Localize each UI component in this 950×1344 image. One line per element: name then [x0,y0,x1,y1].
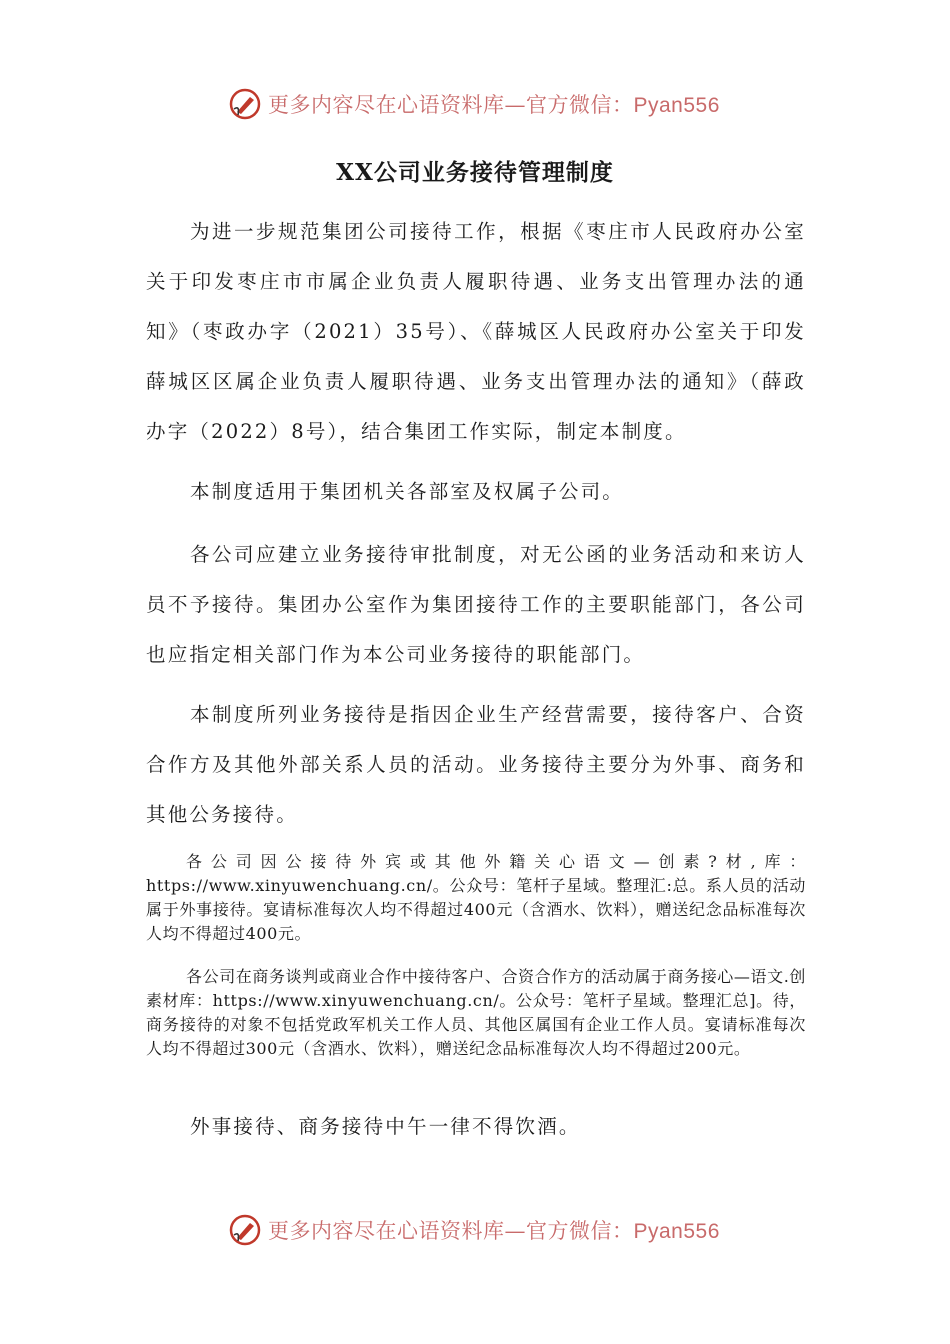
watermark-banner-bottom [228,1210,720,1250]
paragraph-foreign-affairs: 各公司因公接待外宾或其他外籍关心语文—创素?材,库：https://www.xinyuwenchuang.cn/。公众号：笔杆子星域。整理汇:总。系人员的活动属于外事接待。宴请标准每次人均不得超过400元（含酒水、饮料），赠送纪念品标准每次人均不得超过400元。 [146,852,806,943]
banner-text: 更多内容尽在心语资料库—官方微信：Pyan556 [268,1219,720,1243]
paragraph-approval: 各公司应建立业务接待审批制度，对无公函的业务活动和来访人员不予接待。集团办公室作为集团接待工作的主要职能部门，各公司也应指定相关部门作为本公司业务接待的职能部门。 [146,543,806,666]
paragraph-no-alcohol: 外事接待、商务接待中午一律不得饮酒。 [190,1115,581,1138]
banner-text: 更多内容尽在心语资料库—官方微信：Pyan556 [268,93,720,117]
page-title: XX公司业务接待管理制度 [336,159,614,186]
paragraph-basis: 为进一步规范集团公司接待工作，根据《枣庄市人民政府办公室关于印发枣庄市市属企业负责人履职待遇、业务支出管理办法的通知》（枣政办字（2021）35号）、《薛城区人民政府办公室关于印发薛城区区属企业负责人履职待遇、业务支出管理办法的通知》（薛政办字（2022）8号），结合集团工作实际，制定本制度。 [146,220,806,443]
paragraph-definition: 本制度所列业务接待是指因企业生产经营需要，接待客户、合资合作方及其他外部关系人员的活动。业务接待主要分为外事、商务和其他公务接待。 [146,703,806,826]
wechat-handle: Pyan556 [633,1220,720,1243]
paragraph-business: 各公司在商务谈判或商业合作中接待客户、合资合作方的活动属于商务接心—语文.创素材库：https://www.xinyuwenchuang.cn/。公众号：笔杆子星域。整理汇总]。待，商务接待的对象不包括党政军机关工作人员、其他区属国有企业工作人员。宴请标准每次人均不得超过300元（含酒水、饮料），赠送纪念品标准每次人均不得超过200元。 [146,967,806,1058]
watermark-banner-top [228,84,720,124]
pen-logo-icon [228,1213,262,1247]
pen-logo-icon [228,87,262,121]
wechat-handle: Pyan556 [633,94,720,117]
paragraph-scope: 本制度适用于集团机关各部室及权属子公司。 [190,480,625,503]
